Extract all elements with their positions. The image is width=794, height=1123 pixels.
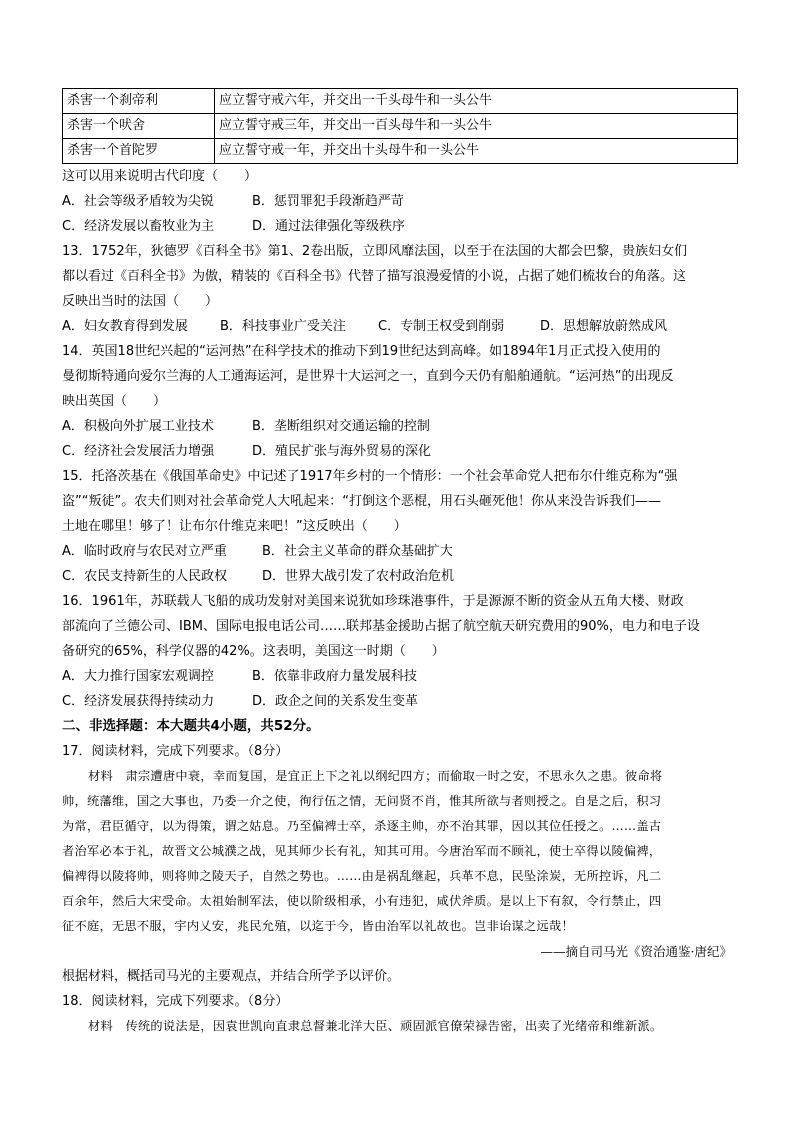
table-cell-penalty: 应立誓守戒一年，并交出十头母牛和一头公牛	[215, 139, 738, 164]
q16-options-row2	[62, 689, 738, 714]
q17-material-line3: 为常，君臣循守，以为得策，谓之姑息。乃至偏裨士卒，杀逐主帅，亦不治其罪，因以其位任授之。……盖古	[62, 819, 662, 833]
q17-material-line7: 征不庭，无思不服，宇内乂安，兆民允殖，以迄于今，皆由治军以礼故也。岂非诒谋之远哉！	[62, 919, 574, 933]
table-row	[63, 139, 738, 164]
punishment-table	[62, 88, 738, 164]
q15-option-b: B．社会主义革命的群众基础扩大	[262, 544, 453, 559]
q16-text-line2: 部流向了兰德公司、IBM、国际电报电话公司……联邦基金援助占据了航空航天研究费用的90%，电力和电子设	[62, 619, 700, 634]
q18-material-line1: 材料 传统的说法是，因袁世凯向直隶总督兼北洋大臣、顽固派官僚荣禄告密，出卖了光绪帝和维新派。	[88, 1019, 663, 1033]
q13-text-line3: 反映出当时的法国（ ）	[62, 294, 219, 309]
q15-text-line3: 土地在哪里！够了！让布尔什维克来吧！”这反映出（ ）	[62, 519, 407, 534]
q16-options-row1	[62, 664, 738, 689]
q12-option-a: A．社会等级矛盾较为尖锐	[62, 194, 214, 209]
q16-text-line1: 16．1961年，苏联载人飞船的成功发射对美国来说犹如珍珠港事件，于是源源不断的资金从五角大楼、财政	[62, 594, 684, 609]
q17-material-line6: 百余年，然后大宋受命。太祖始制军法，使以阶级相承，小有违犯，咸伏斧质。是以上下有叙，令行禁止，四	[62, 894, 662, 908]
q16-option-c: C．经济发展获得持续动力	[62, 694, 215, 709]
q14-options-row1	[62, 414, 738, 439]
table-cell-crime: 杀害一个首陀罗	[63, 139, 215, 164]
q14-text-line1: 14．英国18世纪兴起的“运河热”在科学技术的推动下到19世纪达到高峰。如1894年1月正式投入使用的	[62, 344, 661, 359]
q17-source: ——摘自司马光《资治通鉴·唐纪》	[540, 944, 732, 959]
q16-option-d: D．政企之间的关系发生变革	[252, 694, 419, 709]
q15-options-row2	[62, 564, 738, 589]
q17-task: 根据材料，概括司马光的主要观点，并结合所学予以评价。	[62, 969, 401, 984]
q13-options	[62, 314, 738, 339]
q14-option-c: C．经济社会发展活力增强	[62, 444, 215, 459]
q13-text-line1: 13．1752年，狄德罗《百科全书》第1、2卷出版，立即风靡法国，以至于在法国的大都会巴黎，贵族妇女们	[62, 244, 688, 259]
q12-options-row2	[62, 214, 738, 239]
q13-text-line2: 都以看过《百科全书》为傲，精装的《百科全书》代替了描写浪漫爱情的小说，占据了她们梳妆台的角落。这	[62, 269, 687, 284]
q15-text-line2: 盗”“叛徒”。农夫们则对社会革命党人大吼起来：“打倒这个恶棍，用石头砸死他！你从来没告诉我们——	[62, 494, 661, 509]
q12-stem: 这可以用来说明古代印度（ ）	[62, 169, 258, 184]
q18-stem: 18．阅读材料，完成下列要求。（8分）	[62, 994, 289, 1009]
q14-option-d: D．殖民扩张与海外贸易的深化	[252, 444, 432, 459]
table-row	[63, 114, 738, 139]
table-cell-crime: 杀害一个吠舍	[63, 114, 215, 139]
q12-option-c: C．经济发展以畜牧业为主	[62, 219, 215, 234]
q15-option-c: C．农民支持新生的人民政权	[62, 569, 228, 584]
q14-text-line2: 曼彻斯特通向爱尔兰海的人工通海运河，是世界十大运河之一，直到今天仍有船舶通航。“运河热”的出现反	[62, 369, 674, 384]
q12-options-row1	[62, 189, 738, 214]
q16-text-line3: 备研究的65%，科学仪器的42%。这表明，美国这一时期（ ）	[62, 644, 445, 659]
table-cell-penalty: 应立誓守戒六年，并交出一千头母牛和一头公牛	[215, 89, 738, 114]
q13-option-c: C．专制王权受到削弱	[378, 319, 505, 334]
q17-material-line1: 材料 肃宗遭唐中衰，幸而复国，是宜正上下之礼以纲纪四方；而偷取一时之安，不思永久之患。彼命将	[88, 769, 663, 783]
q12-option-d: D．通过法律强化等级秩序	[252, 219, 406, 234]
q16-option-a: A．大力推行国家宏观调控	[62, 669, 214, 684]
q12-option-b: B．惩罚罪犯手段渐趋严苛	[252, 194, 404, 209]
table-cell-crime: 杀害一个刹帝利	[63, 89, 215, 114]
q13-option-b: B．科技事业广受关注	[220, 319, 346, 334]
table-row	[63, 89, 738, 114]
q15-text-line1: 15．托洛茨基在《俄国革命史》中记述了1917年乡村的一个情形：一个社会革命党人把布尔什维克称为“强	[62, 469, 678, 484]
q15-option-a: A．临时政府与农民对立严重	[62, 544, 227, 559]
section-heading: 二、非选择题：本大题共4小题，共52分。	[62, 718, 320, 734]
q17-material-line5: 偏裨得以陵将帅，则将帅之陵天子，自然之势也。……由是祸乱继起，兵革不息，民坠涂炭，无所控诉，凡二	[62, 869, 662, 883]
table-cell-penalty: 应立誓守戒三年，并交出一百头母牛和一头公牛	[215, 114, 738, 139]
q14-option-b: B．垄断组织对交通运输的控制	[252, 419, 430, 434]
q13-option-d: D．思想解放蔚然成风	[540, 319, 668, 334]
q15-option-d: D．世界大战引发了农村政治危机	[262, 569, 455, 584]
q17-material-line2: 帅，统藩维，国之大事也，乃委一介之使，徇行伍之情，无问贤不肖，惟其所欲与者则授之。自是之后，积习	[62, 794, 662, 808]
q14-text-line3: 映出英国（ ）	[62, 394, 167, 409]
q13-option-a: A．妇女教育得到发展	[62, 319, 188, 334]
q16-option-b: B．依靠非政府力量发展科技	[252, 669, 417, 684]
q17-stem: 17．阅读材料，完成下列要求。（8分）	[62, 744, 289, 759]
q14-options-row2	[62, 439, 738, 464]
q15-options-row1	[62, 539, 738, 564]
q14-option-a: A．积极向外扩展工业技术	[62, 419, 214, 434]
q17-material-line4: 者治军必本于礼，故晋文公城濮之战，见其师少长有礼，知其可用。今唐治军而不顾礼，使士卒得以陵偏裨，	[62, 844, 662, 858]
